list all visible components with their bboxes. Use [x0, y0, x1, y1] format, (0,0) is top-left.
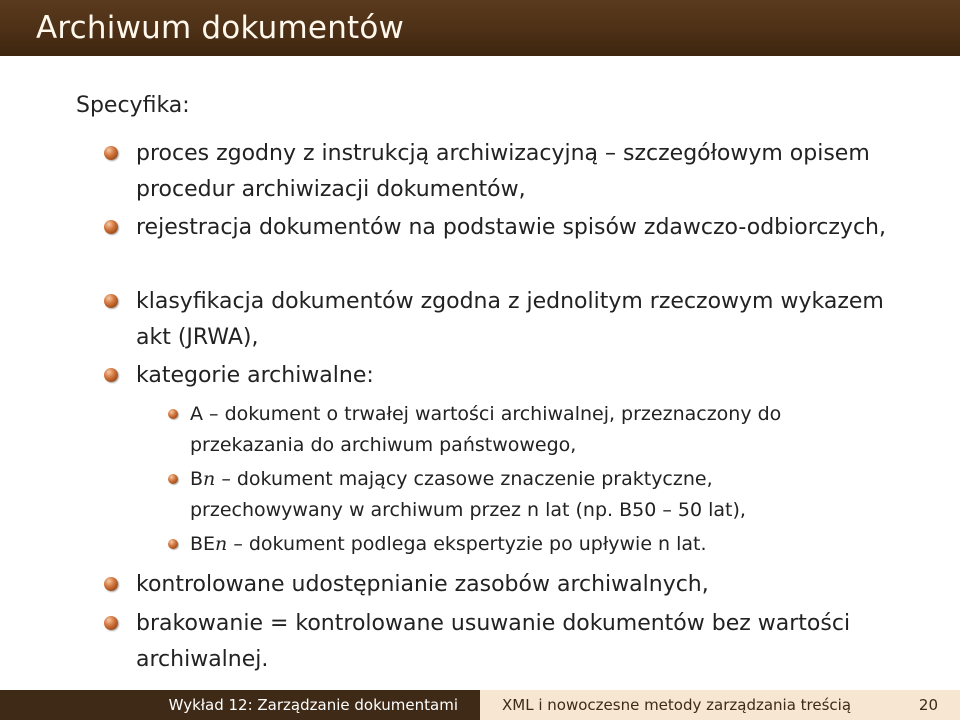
list-item-text: proces zgodny z instrukcją archiwizacyjną – szczegółowym opisem procedur archiwizacji dokumentów,: [136, 141, 870, 202]
category-description: – dokument podlega ekspertyzie po upływie n lat.: [227, 533, 707, 555]
category-description: – dokument mający czasowe znaczenie praktyczne, przechowywany w archiwum przez n lat (np. B50 – 50 lat),: [190, 468, 746, 521]
bullet-ball-icon: [104, 146, 118, 160]
list-item-text: kontrolowane udostępnianie zasobów archiwalnych,: [136, 572, 709, 597]
footer-lecture: [0, 690, 480, 720]
category-description: – dokument o trwałej wartości archiwalnej, przeznaczony do przekazania do archiwum państwowego,: [190, 403, 782, 456]
sub-bullet-ball-icon: [168, 539, 178, 549]
sub-bullet-ball-icon: [168, 409, 178, 419]
sublist-item-category-bn: [190, 464, 870, 526]
list-item-text: kategorie archiwalne:: [136, 363, 374, 388]
footer-lecture-title: Wykład 12: Zarządzanie dokumentami: [168, 696, 458, 714]
slide-title: Archiwum dokumentów: [36, 10, 405, 46]
sub-bullet-ball-icon: [168, 474, 178, 484]
bullet-ball-icon: [104, 220, 118, 234]
list-item: [136, 606, 896, 678]
bullet-ball-icon: [104, 368, 118, 382]
list-item: [136, 284, 896, 356]
list-item-text: rejestracja dokumentów na podstawie spisów zdawczo-odbiorczych,: [136, 215, 886, 240]
bullet-ball-icon: [104, 577, 118, 591]
list-item: [136, 210, 896, 246]
list-item: [136, 358, 896, 394]
footer-bar: [0, 690, 960, 720]
bullet-ball-icon: [104, 294, 118, 308]
slide-subtitle: Specyfika:: [76, 93, 190, 118]
category-code: BE: [190, 533, 216, 555]
list-item: [136, 136, 896, 208]
category-code: B: [190, 468, 204, 490]
footer-course-title: XML i nowoczesne metody zarządzania treścią: [502, 696, 852, 714]
category-variable: n: [215, 533, 228, 555]
category-variable: n: [203, 468, 216, 490]
sublist-item-category-ben: [190, 529, 870, 560]
bullet-ball-icon: [104, 616, 118, 630]
list-item: [136, 567, 896, 603]
sublist-item-category-a: [190, 399, 870, 461]
footer-course: [480, 690, 960, 720]
list-item-text: klasyfikacja dokumentów zgodna z jednolitym rzeczowym wykazem akt (JRWA),: [136, 289, 884, 350]
page-number: 20: [918, 696, 938, 714]
list-item-text: brakowanie = kontrolowane usuwanie dokumentów bez wartości archiwalnej.: [136, 611, 851, 672]
category-code: A: [190, 403, 203, 425]
